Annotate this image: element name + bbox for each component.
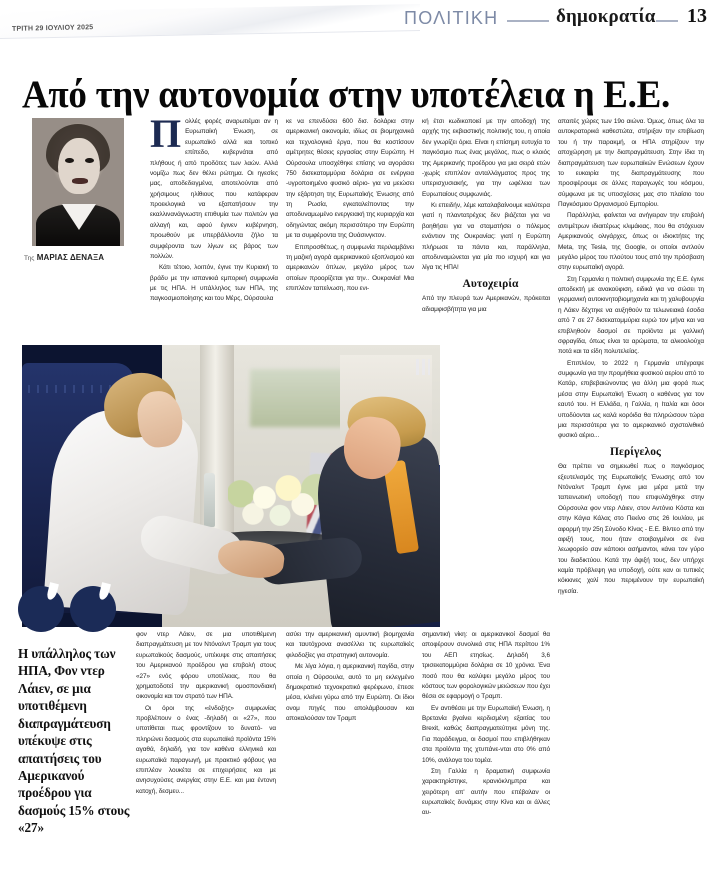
- paragraph: [558, 359, 704, 442]
- paragraph: [286, 630, 414, 661]
- masthead-rule-left: [507, 20, 549, 22]
- author-byline: [24, 253, 136, 262]
- text-column-2-bottom: [286, 630, 414, 725]
- paragraph: [286, 662, 414, 724]
- quote-mark-icon: [70, 586, 116, 632]
- drop-cap: Π: [150, 111, 182, 156]
- photo-water-bottle: [204, 473, 215, 527]
- quote-mark-icon: [18, 586, 64, 632]
- photo-corner-mark: [416, 359, 430, 375]
- paragraph: [422, 117, 550, 200]
- text-column-3: [422, 117, 550, 316]
- masthead: [0, 0, 720, 44]
- paragraph-text: Επιπροσθέτως, η συμφωνία περιλαμβάνει τη μαζική αγορά αμερικανικού εξοπλισμού και αμερικανών όπλων, μεγάλο μέρος των οποίων προορίζεται για την.. Ουκρανία! Μια επιπλέον ταπείνωση, που ενι-: [286, 243, 414, 292]
- photo-flower-arrangement: [228, 465, 332, 537]
- paragraph: [558, 211, 704, 273]
- text-column-3-bottom: [422, 630, 550, 820]
- paragraph: [558, 275, 704, 358]
- text-column-4: [558, 117, 704, 598]
- paragraph: [422, 201, 550, 274]
- text-column-2: [286, 117, 414, 295]
- paragraph: [286, 117, 414, 242]
- paragraph: [150, 111, 278, 262]
- text-column-1: [150, 111, 278, 306]
- masthead-rule-right: [656, 20, 678, 22]
- paragraph-text: ολλές φορές αναρωτιέμαι αν η Ευρωπαϊκή Ένωση, σε ευρωπαϊκό αλλά και τοπικό επίπεδο, κυβερνάται από πλήθους ή από προδότες των λαών. Αλλά νομίζω πως δεν θέλει ρώτημα. Οι ηγεσίες μας, αποδεδειγμένα, αποτελούνται από χρήσιμους ηλίθιους που κατάφεραν προεκλογικά να εξαπατήσουν την εκαλλινανάγνωστη επιθυμία των πολιτών για αλλαγή και, αφού έγινεν κυβέρνηση, προωθούν με υπερβάλλοντα ζήλο τα συμφέροντα των λίγων εις βάρος των πολλών.: [150, 118, 278, 260]
- subheading-perigelos: Περίγελος: [609, 445, 662, 458]
- paragraph-text: ασύει την αμερικανική αμυντική βιομηχανία και ταυτόχρονα ανασέλλει τις ευρωπαϊκές φιλοδοξίες για στρατηγική αυτονομία.: [286, 631, 414, 659]
- portrait-face: [58, 138, 100, 194]
- article-headline: Από την αυτονομία στην υποτέλεια η Ε.Ε.: [22, 72, 670, 117]
- paragraph-text: απαιτές χώρες των 19ο αιώνα. Όμως, όπως όλα τα αυτοκρατορικά καθεστώτα, στήριξαν την επιβίωση του ή την παρακμή, οι ΗΠΑ στηρίζουν την αποχώρηση με την διαπραγμάτευση. Στην ίδια τη διαπραγμάτευση των ευρωπαϊκών Ενώσεων έχουν το ευκαιρία της διαπραγμάτευσης που προσφέρουμε σε άλλες παραγωγές του κόσμου, σύμφωνα με τις υποσχέσεις μας στο πλαίσιο του Παγκόσμιου Οργανισμού Εμπορίου.: [558, 118, 704, 208]
- paragraph-text: Στη Γαλλία η δραματική συμφωνία χαρακτηρίστηκε, κρανιόκλημπρα και χειρότερη απ' αυτήν που επέβαλαν οι ευρωπαϊκές δυνάμεις στην Κίνα και οι άλλες αυ-: [422, 767, 550, 817]
- publication-title: δημοκρατία: [556, 6, 656, 27]
- byline-prefix: Της: [24, 255, 35, 262]
- paragraph-text: Στη Γερμανία η πολιτική συμφωνία της Ε.Ε. έγινε αποδεκτή με ανακούφιση, ειδικά για να σώσει τη γερμανική αυτοκινητοβιομηχανία και τη χαλυβουργία η Λάιεν δέχτηκε να αυξηθούν τα τελωνειακά έσοδα από 7 σε 27 δισεκατομμύρια ευρώ τον μήνα και να επιβληθούν δασμοί σε προϊόντα με γαλλική σφραγίδα, όπως είναι τα αρώματα, τα αλκοολούχα ποτά και τα είδη πολυτελείας.: [558, 275, 704, 356]
- photo-caption: Η υπάλληλος των ΗΠΑ, Φον ντερ Λάιεν, σε μια υποτιθέμενη διαπραγμάτευση υπέκυψε στις απαιτήσεις του Αμερικανού προέδρου για δασμούς 15% στους «27»: [18, 646, 130, 836]
- paragraph-text: Κάτι τέτοιο, λοιπόν, έγινε την Κυριακή το βράδυ με την ισπανικιά εμπορική συμφωνία με τις ΗΠΑ. Η υπάλληλος των ΗΠΑ, της παγκοσμιοποίησης και του Μέρς, Ούρσουλα: [150, 264, 278, 303]
- portrait-eye-left: [65, 158, 74, 163]
- paragraph-text: φον ντερ Λάιεν, σε μια υποτιθέμενη διαπραγμάτευση με τον Ντόναλντ Τραμπ για τους ευρωπαϊκούς δασμούς, υπέκυψε στις απαιτήσεις του Αμερικανού προέδρου για επιβολή στους «27» ενός φόρου υποτέλειας, που θα χρηματοδοτεί την αμερικανική ομοσπονδιακή οικονομία και τον στρατό των ΗΠΑ.: [136, 631, 276, 701]
- subheading-autocheiria: Αυτοχειρία: [462, 277, 519, 290]
- paragraph-text: Εν αντιθέσει με την Ευρωπαϊκή Ένωση, η Βρετανία βγαίνει κερδισμένη εξαιτίας του Brexit, καθώς διαπραγματεύτηκε μόνη της. Για παράδειγμα, οι δασμοί που επιβλήθηκαν στα προϊόντα της χτυπάνε-νται στο 0% από 10%, ανάλογα του τομέα.: [422, 704, 550, 764]
- paragraph: [150, 263, 278, 305]
- quote-mark-tail: [46, 582, 59, 601]
- portrait-mouth: [72, 178, 88, 184]
- publication-date: ΤΡΙΤΗ 29 ΙΟΥΛΙΟΥ 2025: [11, 24, 94, 33]
- quote-mark-tail: [98, 582, 111, 601]
- section-label: ΠΟΛΙΤΙΚΗ: [404, 8, 499, 28]
- page-number: 13: [687, 5, 707, 27]
- paragraph: [422, 630, 550, 703]
- paragraph-text: Παράλληλα, φαίνεται να ανήγειραν την επιβολή αντιμέτρων ιδιαιτέρως κλιμάκιας, που θα στόχευαν Αμερικανούς ολιγάρχες, όπως οι ιδιοκτήτες της Meta, της Tesla, της Google, οι οποίοι αντλούν μεγάλο μέρος του πλούτου τους από την πρόσβαση στην ευρωπαϊκή αγορά.: [558, 212, 704, 272]
- paragraph-text: Θα πρέπει να σημειωθεί πως ο παγκόσμιος εξευτελισμός της Ευρωπαϊκής Ένωσης από τον Ντόναλντ Τραμπ έγινε μια μέρα μετά την ταπεινωτική υποδοχή που επιφυλάχθηκε στην Ούρσουλα φον ντερ Λάιεν, στον Αντόνιο Κόστα και στην Κάγια Κάλας στο Πεκίνο στις 26 Ιουλίου, με αφορμή την 25η Σύνοδο Κίνας - Ε.Ε. Βίντεο από την αφιξή τους, που ήταν στοιβαγμένοι σε ένα λεωφορείο σαν κάποιοι ασήμαντοι, κάνει τον γύρο του διαδικτύου. Κατά την άφιξή τους, δεν υπήρχε καμία πρόβλεψη για υποδοχή, ούτε καν οι τυπικές κόκκινες χαλί που περιμένουν την ευρωπαϊκή ηγεσία.: [558, 463, 704, 595]
- paragraph-text: Από την πλευρά των Αμερικανών, πρόκειται αδιαμφισβήτητα για μια: [422, 295, 550, 313]
- portrait-eye-right: [85, 158, 94, 163]
- paragraph: [136, 630, 276, 703]
- paragraph: [422, 294, 550, 315]
- author-portrait: [32, 118, 124, 246]
- paragraph-text: Επιπλέον, το 2022 η Γερμανία υπέγραψε συμφωνία για την προμήθεια φυσικού αερίου από το Κατάρ, επιβεβαιώνοντας για άλλη μια φορά πως μέσα στην Ευρωπαϊκή Ένωση ο καθένας για τον εαυτό του. Η Ελλάδα, η Γαλλία, η Ιταλία και όσοι υποδύονται ως καλά κορόιδα θα πληρώσουν τώρα μια περισσότερα για το αμερικανικό σχιστολιθικό φυσικό αέριο...: [558, 359, 704, 440]
- paragraph-text: κε να επενδύσει 600 δισ. δολάρια στην αμερικανική οικονομία, ιδίως σε βιομηχανικά και τεχνολογικά έργα, που θα κοστίσουν αμέτρητες θέσεις εργασίας στην Ευρώπη. Η Ούρσουλα υποσχέθηκε επίσης να αγοράσει 750 δισεκατομμύρια δολάρια σε ενέργεια -υγροποιημένο φυσικό αέριο- για να μειώσει την εξάρτηση της Ευρωπαϊκής Ένωσης από τη Ρωσία, εγκαταλείποντας την αποδυναμωμένο ενεργειακή της κυριαρχία και οδηγώντας ακόμη περισσότερο την Ευρώπη με τα συμφέροντα της Ουάσινγκτον.: [286, 118, 414, 240]
- paragraph: [422, 704, 550, 766]
- quote-mark-graphic: [18, 580, 134, 636]
- paragraph: [558, 462, 704, 597]
- masthead-swoosh-graphic: [0, 4, 420, 39]
- byline-name: ΜΑΡΙΑΣ ΔΕΝΑΞΑ: [36, 253, 105, 262]
- paragraph-text: Με λίγα λόγια, η αμερικανική παγίδα, στην οποία η Ούρσουλα, αυτό το μη εκλεγμένο δημοκρατικό τεχνοκρατικό φερέφωνο, έπεσε μέσα, κλείνει γύρω από την Ευρώπη. Οι ίδιοι ονομ πηγές που απολάμβουσαν και αποκαλούσαν τον Τραμπ: [286, 663, 414, 722]
- paragraph-text: κή έτσι κωδικοποιεί με την αποδοχή της αρχής της εκβιαστικής πολιτικής του, η οποία δεν γνωρίζει όρια. Είναι η επίσημη ευτυχία το παγκόσμιο πως ένας μεγάλος, πως ο κλοιός της Αμερικανής προέδρου για μια σειρά ετών -χωρίς επιπλέον ανταλλάγματος προς της υπερισχυσιακής, για την ωφέλεια των Ευρωπαίους συμφωνιάς.: [422, 118, 550, 198]
- paragraph: [286, 243, 414, 295]
- paragraph: [422, 767, 550, 819]
- paragraph-text: Οι όροι της «ένδοξης» συμφωνίας προβλέπουν ο ένας -δηλαδή οι «27», που υποτίθεται πως φροντίζουν το δυνατό- να πληρώνει δασμούς στα ευρωπαϊκά προϊόντα 15% αγαθά, δηλαδή, για τον καθένα ελληνικά και ευρωπαϊκά παραγωγή, με πρακτικό φόβους για επιπλέον λουκέτα σε επιχειρήσεις και με ανησυχούσες ανεργίας στην Ε.Ε. και μια έντονη κατοχή, δεσμευ...: [136, 704, 276, 795]
- text-column-1-bottom: [136, 630, 276, 798]
- author-block: [24, 118, 136, 262]
- paragraph: [558, 117, 704, 210]
- paragraph-text: σημαντική νίκη: οι αμερικανικοί δασμοί θα αποφέρουν συνολικά στις ΗΠΑ περίπου 1% του ΑΕΠ ετησίως. Δηλαδή 3,6 τρισεκατομμύρια δολάρια σε 10 χρόνια. Ένα ποσό που θα καλύψει μεγάλο μέρος του κόστους των φορολογικών μειώσεων που έχει θέσει σε εφαρμογή ο Τραμπ.: [422, 631, 550, 701]
- paragraph-text: Κι επειδήν, λέμε καταλαβαίνουμε καλύτερα γιατί η πλαντατρέχεις δεν βιάζεται για να βοηθήσει για να σταματήσει ο πόλεμος ενάντιον της Ουκρανίας: γιατί η Ευρώπη πλήρωσε τα πάντα και, παράλληλα, αποδυναμώνεται για μία πιο ισχυρή και για λίγα τις ΗΠΑ!: [422, 202, 550, 272]
- paragraph: [136, 704, 276, 797]
